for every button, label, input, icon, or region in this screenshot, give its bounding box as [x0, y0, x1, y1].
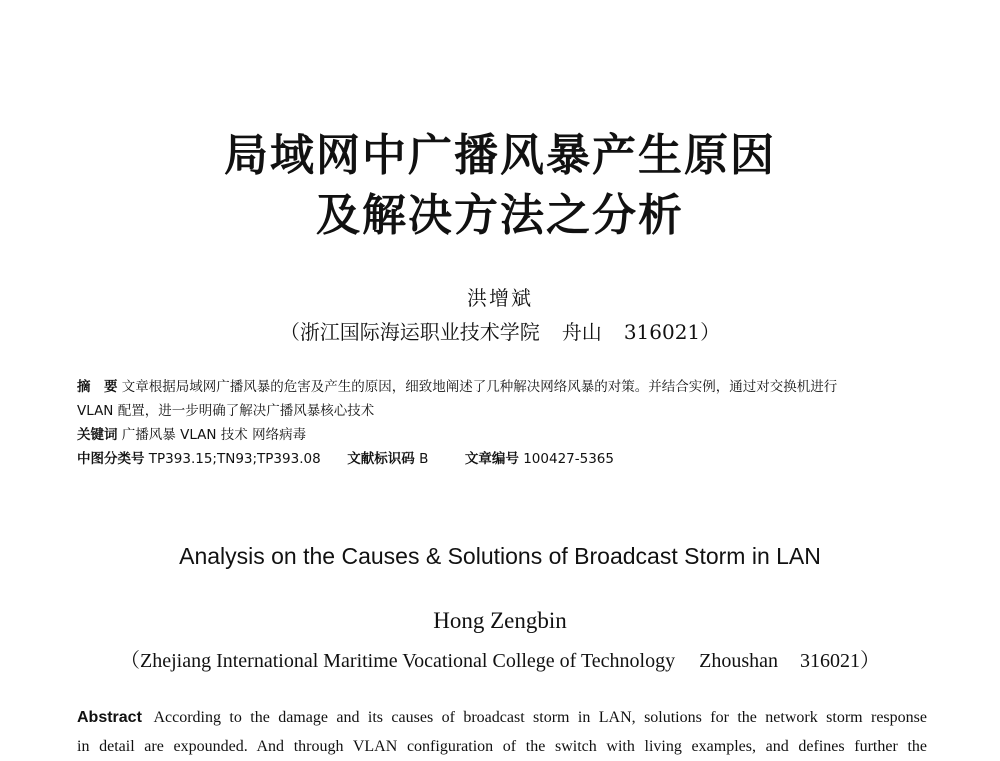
affiliation-cn-institution: 浙江国际海运职业技术学院 [299, 320, 540, 344]
author-cn: 洪增斌 [467, 286, 533, 310]
clc-label: 中图分类号 [77, 451, 145, 467]
abstract-en-line-1: According to the damage and its causes of broadcast storm in LAN, solutions for the network storm response [153, 709, 927, 726]
keyword-item: VLAN 技术 [180, 427, 248, 443]
keyword-item: 网络病毒 [252, 427, 307, 443]
affiliation-cn-open: （ [279, 320, 300, 344]
affiliation-en-postcode: 316021 [800, 650, 861, 672]
abstract-cn-line-1: 文章根据局域网广播风暴的危害及产生的原因，细致地阐述了几种解决网络风暴的对策。并结合实例，通过对交换机进行 [121, 379, 838, 395]
abstract-cn-label: 摘 要 [77, 379, 118, 395]
author-en: Hong Zengbin [433, 608, 567, 633]
affiliation-cn-postcode: 316021 [623, 320, 701, 344]
doc-code-label: 文献标识码 [347, 451, 415, 467]
affiliation-en-open: （ [119, 650, 140, 672]
title-line-1: 局域网中广播风暴产生原因 [224, 130, 776, 181]
title-line-2: 及解决方法之分析 [316, 190, 684, 241]
abstract-en [77, 703, 927, 761]
clc-value: TP393.15;TN93;TP393.08 [148, 451, 321, 467]
keyword-item: 广播风暴 [121, 427, 176, 443]
affiliation-en [0, 644, 1000, 673]
doc-code-value: B [419, 451, 429, 467]
title-en: Analysis on the Causes & Solutions of Broadcast Storm in LAN [179, 543, 821, 569]
affiliation-en-institution: Zhejiang International Maritime Vocational College of Technology [139, 650, 676, 672]
article-no-label: 文章编号 [464, 451, 519, 467]
affiliation-cn-close: ） [700, 320, 721, 344]
paper-title [0, 126, 1000, 246]
abstract-en-line-2: in detail are expounded. And through VLAN configuration of the switch with living examples, and defines further the [77, 738, 927, 755]
keywords-cn-label: 关键词 [77, 427, 118, 443]
abstract-cn-line-2: VLAN 配置，进一步明确了解决广播风暴核心技术 [77, 403, 375, 419]
abstract-cn-row-1 [77, 375, 937, 399]
classification-row [77, 447, 937, 471]
abstract-cn-row-2 [77, 399, 937, 423]
affiliation-cn-city: 舟山 [561, 320, 602, 344]
abstract-en-row-2 [77, 732, 927, 761]
keywords-cn-row [77, 423, 937, 447]
chinese-metadata [77, 375, 937, 471]
article-no-value: 100427-5365 [523, 451, 614, 467]
affiliation-en-close: ） [860, 650, 881, 672]
affiliation-en-city: Zhoushan [699, 650, 779, 672]
abstract-en-label: Abstract [77, 709, 142, 726]
affiliation-cn [0, 316, 1000, 345]
abstract-en-row-1 [77, 703, 927, 732]
